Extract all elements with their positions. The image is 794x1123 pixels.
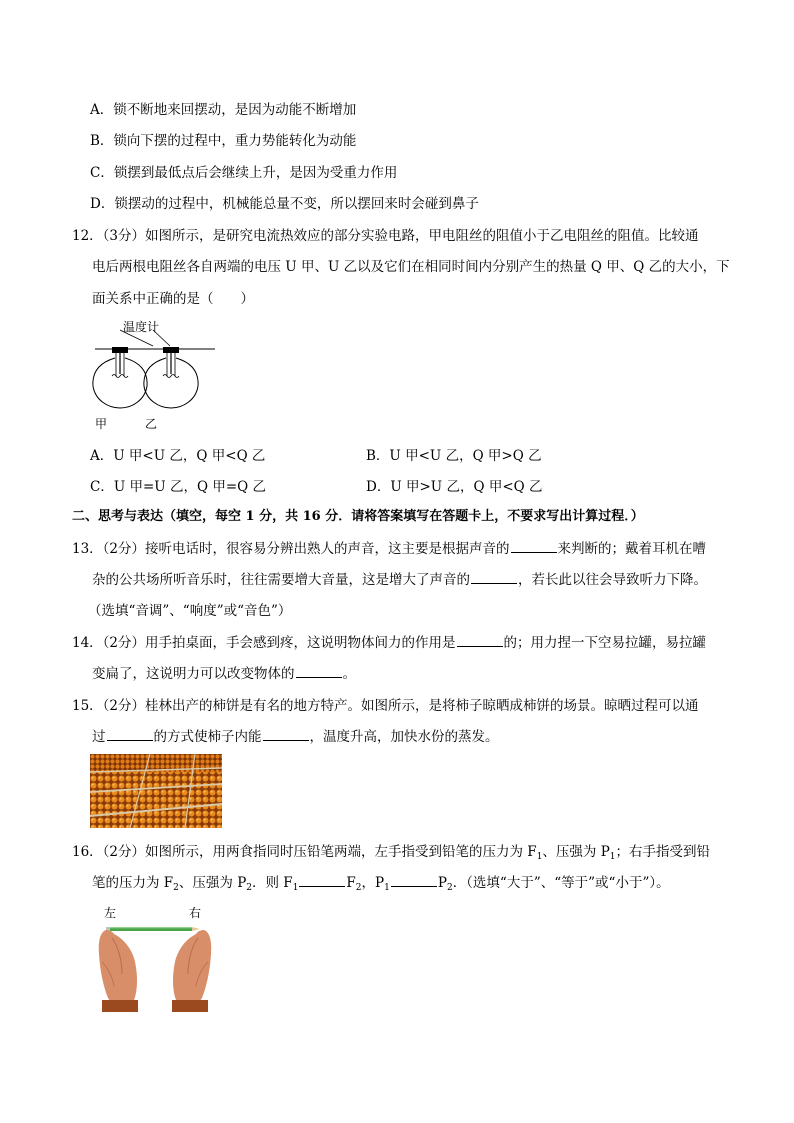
q12-option-d: D．U 甲>U 乙，Q 甲<Q 乙 bbox=[366, 479, 543, 495]
q12-line3: 面关系中正确的是（ ） bbox=[92, 291, 254, 307]
q14-line1 bbox=[72, 634, 706, 652]
q12-option-c: C．U 甲=U 乙，Q 甲=Q 乙 bbox=[90, 479, 267, 495]
q13-text-1a: 13．（2分）接听电话时，很容易分辨出熟人的声音，这主要是根据声音的 bbox=[72, 541, 510, 557]
q16-sub-f1: 1 bbox=[536, 852, 543, 862]
q15-text-2c: ，温度升高，加快水份的蒸发。 bbox=[309, 729, 499, 745]
persimmon-photo-image bbox=[90, 754, 222, 828]
q16-sub-p1b: 1 bbox=[384, 883, 390, 893]
q13-text-1b: 来判断的；戴着耳机在嘈 bbox=[557, 541, 707, 557]
q16-text-2b: 、压强为 P bbox=[178, 875, 247, 891]
q16-sub-f2b: 2 bbox=[355, 883, 362, 893]
q15-text-2a: 过 bbox=[92, 729, 106, 745]
q16-sub-p1: 1 bbox=[609, 852, 616, 862]
q16-text-1a: 16．（2分）如图所示，用两食指同时压铅笔两端，左手指受到铅笔的压力为 F bbox=[72, 844, 537, 860]
q15-text-2b: 的方式使柿子内能 bbox=[153, 729, 262, 745]
q16-text-1c: ；右手指受到铅 bbox=[615, 844, 711, 860]
q14-text-2b: 。 bbox=[342, 666, 356, 682]
q16-sub-p2b: 2 bbox=[446, 883, 453, 893]
q16-text-2f: P bbox=[437, 875, 447, 891]
q16-text-2a: 笔的压力为 F bbox=[92, 875, 174, 891]
q14-line2 bbox=[92, 665, 356, 683]
q12-circuit-figure bbox=[90, 318, 220, 433]
q14-text-1b: 的；用力捏一下空易拉罐，易拉罐 bbox=[503, 635, 707, 651]
section-2-heading: 二、思考与表达（填空，每空 1 分，共 16 分．请将答案填写在答题卡上，不要求写出计算过程．） bbox=[72, 509, 644, 524]
q14-text-2a: 变扁了，这说明力可以改变物体的 bbox=[92, 666, 295, 682]
q14-blank-1 bbox=[457, 634, 503, 647]
q16-text-2e: ，P bbox=[361, 875, 385, 891]
q11-option-c: C．锁摆到最低点后会继续上升，是因为受重力作用 bbox=[90, 165, 398, 181]
right-label: 右 bbox=[189, 906, 202, 920]
q16-blank-2 bbox=[391, 874, 437, 887]
q11-option-d: D．锁摆动的过程中，机械能总量不变，所以摆回来时会碰到鼻子 bbox=[90, 196, 479, 212]
flask-jia-label: 甲 bbox=[95, 417, 108, 431]
q13-blank-2 bbox=[471, 571, 517, 584]
q16-text-1b: 、压强为 P bbox=[542, 844, 610, 860]
q16-sub-p2: 2 bbox=[246, 883, 253, 893]
q12-option-b: B．U 甲<U 乙，Q 甲>Q 乙 bbox=[366, 448, 542, 464]
q16-text-2c: ．则 F bbox=[252, 875, 293, 891]
q14-blank-2 bbox=[296, 665, 342, 678]
q11-option-b: B．锁向下摆的过程中，重力势能转化为动能 bbox=[90, 133, 357, 149]
left-label: 左 bbox=[104, 906, 117, 920]
q13-line1 bbox=[72, 540, 706, 558]
q13-line2 bbox=[92, 571, 707, 589]
q15-blank-2 bbox=[263, 728, 309, 741]
persimmon-drying-photo bbox=[90, 754, 222, 828]
q14-text-1a: 14．（2分）用手拍桌面，手会感到疼，这说明物体间力的作用是 bbox=[72, 635, 456, 651]
q16-text-2d: F bbox=[346, 875, 356, 891]
q13-line3: （选填“音调”、“响度”或“音色”） bbox=[88, 603, 292, 619]
q16-line1 bbox=[72, 843, 710, 866]
q16-line2 bbox=[92, 874, 670, 897]
q11-option-a: A．锁不断地来回摆动，是因为动能不断增加 bbox=[90, 102, 357, 118]
q12-line1: 12．（3分）如图所示，是研究电流热效应的部分实验电路，甲电阻丝的阻值小于乙电阻丝的阻值。比较通 bbox=[72, 228, 699, 244]
q13-text-2a: 杂的公共场所听音乐时，往往需要增大音量，这是增大了声音的 bbox=[92, 572, 470, 588]
q12-line2: 电后两根电阻丝各自两端的电压 U 甲、U 乙以及它们在相同时间内分别产生的热量 Q 甲、Q 乙的大小，下 bbox=[92, 259, 730, 275]
q15-line2 bbox=[92, 728, 499, 746]
q13-text-2b: ，若长此以往会导致听力下降。 bbox=[518, 572, 707, 588]
q15-line1: 15．（2分）桂林出产的柿饼是有名的地方特产。如图所示，是将柿子晾晒成柿饼的场景。晾晒过程可以通 bbox=[72, 698, 699, 714]
q13-blank-1 bbox=[511, 540, 557, 553]
q12-option-a: A．U 甲<U 乙，Q 甲<Q 乙 bbox=[90, 448, 266, 464]
flask-yi-label: 乙 bbox=[145, 417, 158, 431]
q15-blank-1 bbox=[107, 728, 153, 741]
q16-sub-f1b: 1 bbox=[292, 883, 299, 893]
q16-blank-1 bbox=[299, 874, 345, 887]
thermometer-label: 温度计 bbox=[123, 320, 160, 334]
pencil-hands-figure bbox=[92, 902, 216, 1012]
q16-text-2g: ．（选填“大于”、“等于”或“小于”）。 bbox=[452, 875, 670, 891]
q16-sub-f2: 2 bbox=[173, 883, 179, 893]
